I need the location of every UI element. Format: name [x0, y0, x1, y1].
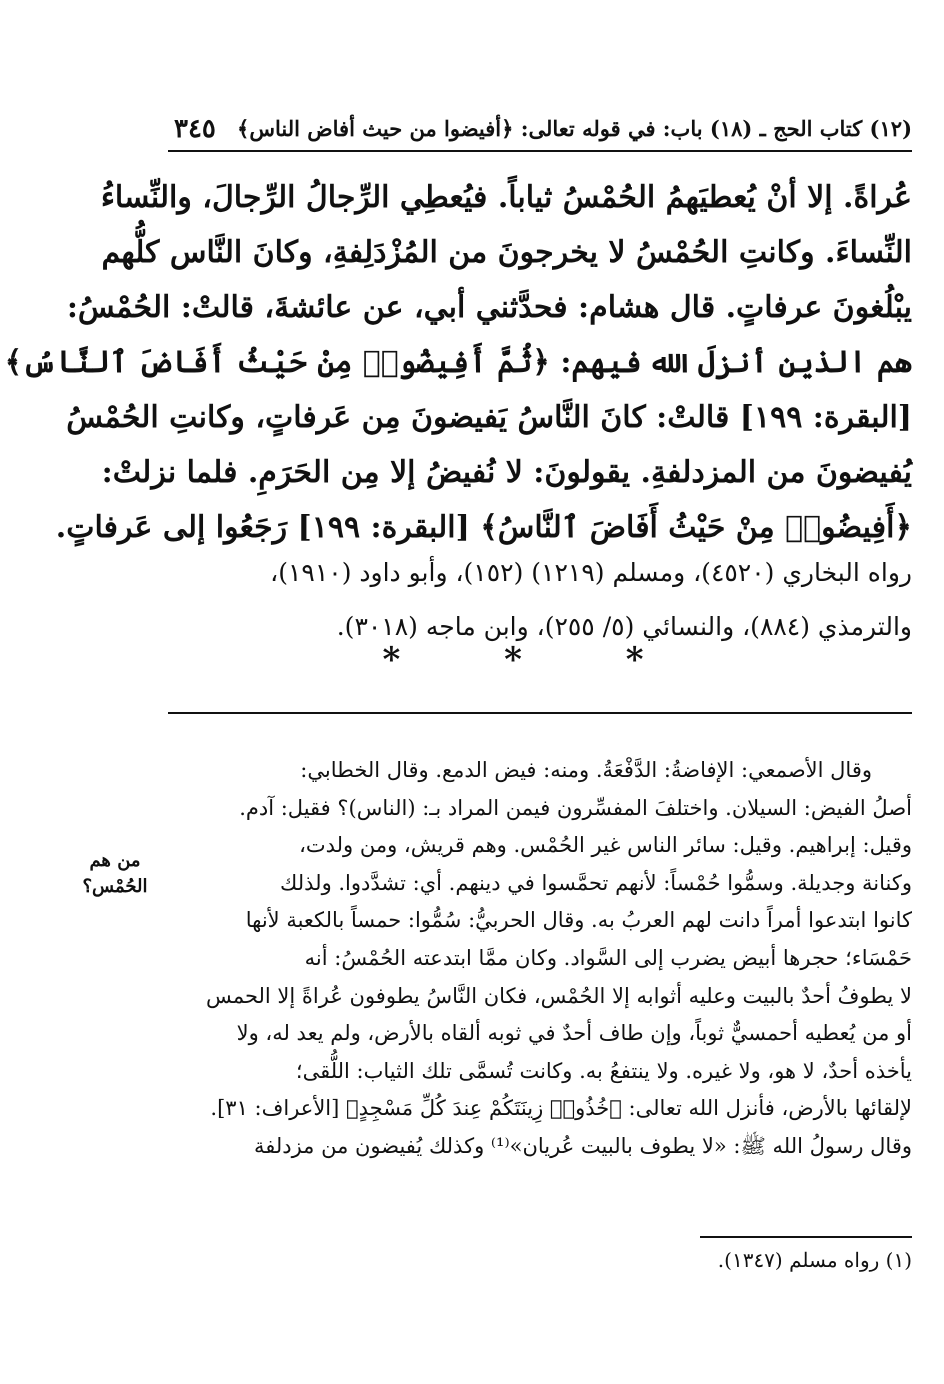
margin-note: [70, 848, 160, 900]
hadith-line: هم الذين أنزلَ الله فيهم: ﴿ثُمَّ أَفِيضُوا۟ مِنْ حَيْثُ أَفَاضَ ٱلنَّاسُ﴾: [4, 345, 912, 380]
margin-note-line: من هم: [89, 850, 141, 871]
commentary-line: كانوا ابتدعوا أمراً دانت لهم العربُ به. وقال الحربيُّ: سُمُّوا: حمساً بالكعبة لأنها: [245, 908, 912, 933]
margin-note-line: الحُمْس؟: [82, 876, 148, 897]
header-divider: [168, 150, 912, 152]
commentary-line: وكنانة وجديلة. وسمُّوا حُمْساً: لأنهم تحمَّسوا في دينهم. أي: تشدَّدوا. ولذلك: [280, 870, 912, 895]
section-separator: * * *: [382, 640, 690, 680]
hadith-line: عُراةً. إلا أنْ يُعطيَهمُ الحُمْسُ ثياباً. فيُعطِي الرِّجالُ الرِّجالَ، والنِّساءُ: [100, 180, 912, 215]
commentary-line: أو من يُعطيه أحمسيٌّ ثوباً، وإن طاف أحدٌ في ثوبه ألقاه بالأرض، ولم يعد له، ولا: [236, 1021, 912, 1046]
commentary-line: حَمْسَاء؛ حجرها أبيض يضرب إلى السَّواد. وكان ممَّا ابتدعته الحُمْسُ: أنه: [304, 945, 912, 970]
footnote-divider: [700, 1236, 912, 1238]
commentary-line: وقال الأصمعي: الإفاضةُ: الدَّفْعَةُ. ومنه: فيض الدمع. وقال الخطابي:: [300, 758, 872, 782]
commentary-line: وقال رسولُ الله ﷺ: «لا يطوف بالبيت عُريان»⁽¹⁾ وكذلك يُفيضون من مزدلفة: [253, 1133, 912, 1158]
commentary-line: وقيل: إبراهيم. وقيل: سائر الناس غير الحُمْس. وهم قريش، ومن ولدت،: [299, 833, 912, 858]
hadith-line: يُفيضونَ من المزدلفةِ. يقولونَ: لا نُفيضُ إلا مِن الحَرَمِ. فلما نزلتْ:: [101, 455, 912, 490]
chapter-title: (١٢) كتاب الحج ـ (١٨) باب: في قوله تعالى: ﴿أفيضوا من حيث أفاض الناس﴾: [237, 116, 912, 141]
takhrij-references: [160, 546, 912, 654]
hadith-line: ﴿أَفِيضُوا۟ مِنْ حَيْثُ أَفَاضَ ٱلنَّاسُ﴾ [البقرة: ١٩٩] رَجَعُوا إلى عَرفاتٍ.: [55, 510, 912, 545]
takhrij-line: رواه البخاري (٤٥٢٠)، ومسلم (١٢١٩) (١٥٢)، وأبو داود (١٩١٠)،: [270, 558, 912, 587]
page-number: ٣٤٥: [174, 114, 216, 144]
commentary-line: يأخذه أحدٌ، لا هو، ولا غيره. ولا ينتفعُ به. وكانت تُسمَّى تلك الثياب: اللُّقى؛: [295, 1058, 912, 1083]
hadith-text: [4, 170, 912, 555]
takhrij-line: والترمذي (٨٨٤)، والنسائي (٥/ ٢٥٥)، وابن ماجه (٣٠١٨).: [336, 612, 912, 641]
running-header: [168, 112, 912, 152]
commentary-line: أصلُ الفيض: السيلان. واختلفَ المفسِّرون فيمن المراد بـ: (الناس)؟ فقيل: آدم.: [239, 795, 912, 820]
commentary-line: لإلقائها بالأرض، فأنزل الله تعالى: ﴿خُذُوا۟ زِينَتَكُمْ عِندَ كُلِّ مَسْجِدٍ﴾ [الأعراف: ٣١].: [210, 1096, 912, 1121]
commentary-text: [160, 752, 912, 1166]
commentary-divider: [168, 712, 912, 714]
hadith-line: [البقرة: ١٩٩] قالتْ: كانَ النَّاسُ يَفيضونَ مِن عَرفاتٍ، وكانتِ الحُمْسُ: [66, 400, 912, 435]
hadith-line: النِّساءَ. وكانتِ الحُمْسُ لا يخرجونَ من المُزْدَلِفةِ، وكانَ النَّاس كلُّهم: [101, 235, 912, 270]
hadith-line: يبْلُغونَ عرفاتٍ. قال هشام: فحدَّثني أبي، عن عائشةَ، قالتْ: الحُمْسُ:: [66, 290, 912, 325]
commentary-line: لا يطوفُ أحدٌ بالبيت وعليه أثوابه إلا الحُمْس، فكان النَّاسُ يطوفون عُراةً إلا الحمس: [206, 983, 912, 1008]
footnote: (١) رواه مسلم (١٣٤٧).: [717, 1248, 912, 1272]
